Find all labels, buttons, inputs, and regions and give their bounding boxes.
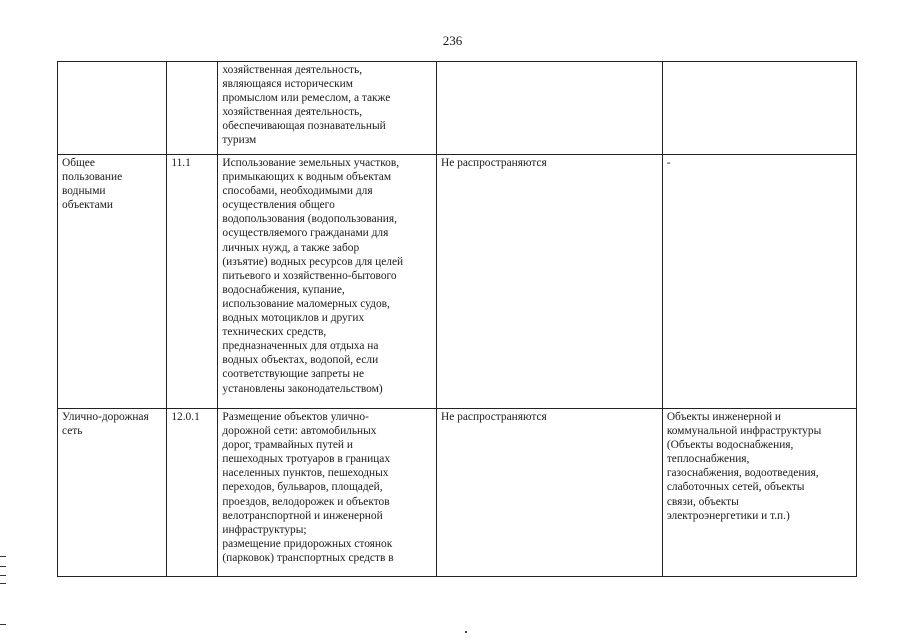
margin-mark — [0, 566, 6, 567]
margin-mark — [0, 624, 6, 625]
cell-use-code — [167, 62, 218, 155]
cell-use-name — [58, 62, 167, 155]
cell-permitted-objects — [662, 62, 856, 155]
cell-use-code: 12.0.1 — [167, 409, 218, 577]
table-row — [58, 409, 857, 577]
cell-regulations: Не распространяются — [437, 155, 663, 409]
table-row — [58, 62, 857, 155]
cell-regulations — [437, 62, 663, 155]
page-number: 236 — [442, 33, 463, 48]
scan-dot — [465, 631, 467, 633]
cell-permitted-objects: - — [662, 155, 856, 409]
table-row — [58, 155, 857, 409]
margin-mark — [0, 556, 6, 557]
cell-use-description: хозяйственная деятельность, являющаяся историческим промыслом или ремеслом, а также хозяйственная деятельность, обеспечивающая познавательный туризм — [218, 62, 437, 155]
cell-use-code: 11.1 — [167, 155, 218, 409]
land-use-table — [57, 61, 857, 577]
cell-permitted-objects: Объекты инженерной и коммунальной инфраструктуры (Объекты водоснабжения, теплоснабжения, газоснабжения, водоотведения, слаботочных сетей, объекты связи, объекты электроэнергетики и т.п.) — [662, 409, 856, 577]
cell-use-description: Использование земельных участков, примыкающих к водным объектам способами, необходимыми для осуществления общего водопользования (водопользования, осуществляемого гражданами для личных нужд, а также забор (изъятие) водных ресурсов для целей питьевого и хозяйственно-бытового водоснабжения, купание, использование маломерных судов, водных мотоциклов и других технических средств, предназначенных для отдыха на водных объектах, водопой, если соответствующие запреты не установлены законодательством) — [218, 155, 437, 409]
cell-regulations: Не распространяются — [437, 409, 663, 577]
cell-use-description — [218, 409, 437, 577]
cell-description-text: Размещение объектов улично- дорожной сети: автомобильных дорог, трамвайных путей и пешеходных тротуаров в границах населенных пунктов, пешеходных переходов, бульваров, площадей, проездов, велодорожек и объектов велотранспортной и инженерной инфраструктуры; размещение придорожных стоянок (парковок) транспортных средств в — [222, 411, 394, 564]
margin-mark — [0, 583, 6, 584]
cell-use-name: Улично-дорожная сеть — [58, 409, 167, 577]
margin-mark — [0, 575, 6, 576]
cell-use-name: Общее пользование водными объектами — [58, 155, 167, 409]
